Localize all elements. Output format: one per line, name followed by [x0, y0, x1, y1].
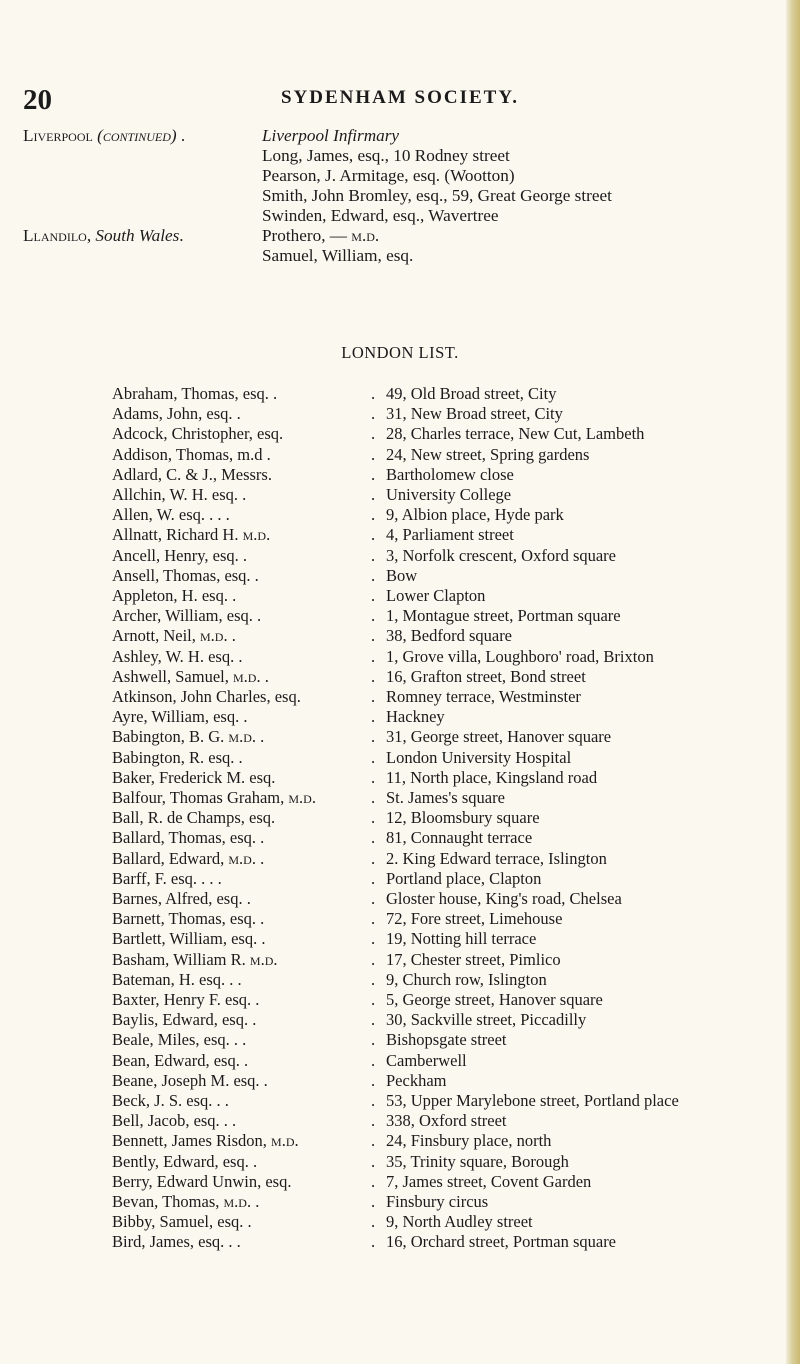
member-address: 24, New street, Spring gardens — [386, 444, 590, 464]
member-name: Balfour, Thomas Graham, m.d. — [112, 788, 316, 807]
member-address: 7, James street, Covent Garden — [386, 1171, 592, 1191]
member-name: Ayre, William, esq. . — [112, 707, 248, 727]
london-entry — [0, 1051, 800, 1071]
member-address: 9, North Audley street — [386, 1212, 533, 1232]
member-address: 12, Bloomsbury square — [386, 808, 540, 828]
member-address: St. James's square — [386, 788, 505, 807]
leader-dot: . — [371, 889, 376, 908]
leader-dot: . — [371, 666, 376, 686]
member-name: Ancell, Henry, esq. . — [112, 545, 248, 565]
member-address: 5, George street, Hanover square — [386, 990, 603, 1009]
liverpool-continued-note: (continued) — [97, 126, 177, 145]
member-address: 1, Montague street, Portman square — [386, 606, 621, 626]
member-address: Hackney — [386, 707, 445, 727]
member-name: Bently, Edward, esq. . — [112, 1151, 258, 1171]
member-name: Berry, Edward Unwin, esq. — [112, 1171, 292, 1191]
london-entry — [0, 849, 800, 869]
member-name: Bevan, Thomas, m.d. . — [112, 1192, 260, 1211]
leader-dot: . — [371, 909, 376, 929]
leader-dot: . — [371, 384, 376, 403]
member-address: 11, North place, Kingsland road — [386, 767, 598, 787]
leader-dot: . — [371, 747, 376, 767]
member-name: Bartlett, William, esq. . — [112, 929, 266, 949]
leader-dot: . — [371, 1070, 376, 1090]
member-address: 17, Chester street, Pimlico — [386, 949, 561, 969]
leader-dot: . — [371, 404, 376, 424]
london-entry — [0, 1212, 800, 1232]
liverpool-entry: Pearson, J. Armitage, esq. (Wootton) — [262, 166, 515, 185]
member-address: Gloster house, King's road, Chelsea — [386, 889, 622, 908]
london-list-title: LONDON LIST. — [341, 343, 459, 362]
member-name: Baxter, Henry F. esq. . — [112, 990, 260, 1009]
leader-dot: . — [371, 1212, 376, 1232]
member-address: 31, George street, Hanover square — [386, 727, 612, 747]
leader-dot: . — [371, 525, 376, 545]
london-entry — [0, 869, 800, 889]
member-name: Atkinson, John Charles, esq. — [112, 687, 301, 706]
leader-dot: . — [371, 687, 376, 706]
member-address: 49, Old Broad street, City — [386, 384, 557, 403]
member-address: 53, Upper Marylebone street, Portland place — [386, 1091, 679, 1110]
member-name: Allnatt, Richard H. m.d. — [112, 525, 271, 545]
member-name: Barff, F. esq. . . . — [112, 868, 222, 888]
london-entry — [0, 1192, 800, 1212]
london-entry — [0, 1091, 800, 1111]
member-name: Beck, J. S. esq. . . — [112, 1091, 229, 1110]
london-entry — [0, 828, 800, 848]
london-entry — [0, 404, 800, 424]
leader-dot: . — [371, 929, 376, 949]
leader-dot: . — [371, 1232, 376, 1252]
member-address: Bishopsgate street — [386, 1030, 507, 1050]
london-entry — [0, 1030, 800, 1050]
leader-dot: . — [371, 808, 376, 828]
member-name: Basham, William R. m.d. — [112, 949, 278, 969]
liverpool-entry: Smith, John Bromley, esq., 59, Great George street — [262, 186, 612, 205]
liverpool-entry: Long, James, esq., 10 Rodney street — [262, 146, 510, 165]
member-address: Portland place, Clapton — [386, 868, 542, 888]
london-entry — [0, 1152, 800, 1172]
member-address: Lower Clapton — [386, 586, 486, 605]
member-name: Allchin, W. H. esq. . — [112, 485, 247, 504]
leader-dot: . — [371, 444, 376, 464]
member-name: Barnett, Thomas, esq. . — [112, 909, 265, 929]
liverpool-entry: Liverpool Infirmary — [262, 126, 400, 145]
member-name: Bibby, Samuel, esq. . — [112, 1212, 252, 1232]
london-entry — [0, 889, 800, 909]
london-entry — [0, 445, 800, 465]
member-name: Adlard, C. & J., Messrs. — [112, 464, 272, 484]
llandilo-label: Llandilo, — [23, 226, 92, 245]
leader-dot: . — [371, 949, 376, 969]
llandilo-region: South Wales — [95, 226, 180, 245]
member-address: 24, Finsbury place, north — [386, 1131, 552, 1151]
leader-dot: . — [371, 646, 376, 666]
london-entry — [0, 768, 800, 788]
member-name: Ballard, Edward, m.d. . — [112, 848, 265, 868]
leader-dot: . — [371, 1171, 376, 1191]
leader-dot: . — [371, 788, 376, 807]
llandilo-entry: Prothero, — m.d. — [262, 226, 380, 245]
member-name: Bean, Edward, esq. . — [112, 1050, 249, 1070]
leader-dot: . — [371, 990, 376, 1009]
leader-dot: . — [371, 586, 376, 605]
london-entry — [0, 424, 800, 444]
leader-dot: . — [371, 1192, 376, 1211]
member-name: Ball, R. de Champs, esq. — [112, 808, 276, 828]
member-name: Babington, R. esq. . — [112, 747, 243, 767]
london-entry — [0, 1111, 800, 1131]
liverpool-entry: Swinden, Edward, esq., Wavertree — [262, 206, 499, 225]
member-name: Allen, W. esq. . . . — [112, 505, 230, 525]
member-name: Ballard, Thomas, esq. . — [112, 828, 265, 848]
london-entry — [0, 950, 800, 970]
member-address: Camberwell — [386, 1050, 467, 1070]
london-entry — [0, 990, 800, 1010]
london-entry — [0, 546, 800, 566]
london-entry — [0, 626, 800, 646]
member-name: Baker, Frederick M. esq. — [112, 767, 276, 787]
london-entry — [0, 485, 800, 505]
member-address: London University Hospital — [386, 747, 572, 767]
member-address: 72, Fore street, Limehouse — [386, 909, 563, 929]
london-entry — [0, 748, 800, 768]
leader-dot: . — [371, 969, 376, 989]
liverpool-leader: . — [180, 126, 186, 145]
member-address: 1, Grove villa, Loughboro' road, Brixton — [386, 646, 654, 666]
member-name: Bennett, James Risdon, m.d. — [112, 1131, 299, 1151]
london-entry — [0, 727, 800, 747]
member-name: Archer, William, esq. . — [112, 606, 262, 626]
llandilo-heading — [23, 226, 184, 246]
member-address: Romney terrace, Westminster — [386, 687, 581, 706]
member-name: Beale, Miles, esq. . . — [112, 1030, 247, 1050]
member-address: 9, Albion place, Hyde park — [386, 505, 564, 525]
llandilo-leader: . — [179, 226, 184, 245]
leader-dot: . — [371, 545, 376, 565]
london-entry — [0, 1172, 800, 1192]
member-name: Adams, John, esq. . — [112, 404, 241, 424]
llandilo-entry: Samuel, William, esq. — [262, 246, 414, 265]
london-entry — [0, 808, 800, 828]
liverpool-heading — [23, 126, 185, 146]
member-name: Abraham, Thomas, esq. . — [112, 384, 278, 403]
london-entry — [0, 929, 800, 949]
leader-dot: . — [371, 565, 376, 585]
london-entry — [0, 384, 800, 404]
page-number: 20 — [23, 84, 52, 116]
london-entry — [0, 909, 800, 929]
london-entry — [0, 566, 800, 586]
member-name: Babington, B. G. m.d. . — [112, 727, 265, 747]
london-entry — [0, 687, 800, 707]
london-entry — [0, 647, 800, 667]
leader-dot: . — [371, 485, 376, 504]
liverpool-label: Liverpool — [23, 126, 93, 145]
leader-dot: . — [371, 767, 376, 787]
member-name: Adcock, Christopher, esq. — [112, 424, 284, 444]
leader-dot: . — [371, 848, 376, 868]
london-entry — [0, 1010, 800, 1030]
member-address: 30, Sackville street, Piccadilly — [386, 1010, 587, 1030]
leader-dot: . — [371, 1111, 376, 1131]
member-address: Bartholomew close — [386, 464, 514, 484]
london-entry — [0, 1071, 800, 1091]
london-entry — [0, 525, 800, 545]
member-address: 16, Grafton street, Bond street — [386, 666, 586, 686]
london-entry — [0, 505, 800, 525]
member-address: University College — [386, 485, 512, 504]
leader-dot: . — [371, 868, 376, 888]
london-entry — [0, 667, 800, 687]
member-name: Addison, Thomas, m.d . — [112, 444, 271, 464]
member-name: Ashwell, Samuel, m.d. . — [112, 666, 269, 686]
member-address: 2. King Edward terrace, Islington — [386, 848, 607, 868]
leader-dot: . — [371, 1091, 376, 1110]
member-name: Ashley, W. H. esq. . — [112, 646, 243, 666]
member-address: 35, Trinity square, Borough — [386, 1151, 569, 1171]
leader-dot: . — [371, 1050, 376, 1070]
member-name: Bateman, H. esq. . . — [112, 969, 242, 989]
member-address: Peckham — [386, 1070, 447, 1090]
member-address: 3, Norfolk crescent, Oxford square — [386, 545, 617, 565]
leader-dot: . — [371, 707, 376, 727]
member-name: Bird, James, esq. . . — [112, 1232, 241, 1252]
leader-dot: . — [371, 505, 376, 525]
member-address: 28, Charles terrace, New Cut, Lambeth — [386, 424, 645, 444]
leader-dot: . — [371, 727, 376, 747]
leader-dot: . — [371, 424, 376, 444]
member-name: Barnes, Alfred, esq. . — [112, 889, 251, 908]
london-entry — [0, 970, 800, 990]
london-entry — [0, 606, 800, 626]
london-entry — [0, 788, 800, 808]
running-title: SYDENHAM SOCIETY. — [280, 87, 520, 108]
london-entry — [0, 465, 800, 485]
member-name: Beane, Joseph M. esq. . — [112, 1070, 268, 1090]
member-address: 9, Church row, Islington — [386, 969, 547, 989]
london-entry — [0, 586, 800, 606]
leader-dot: . — [371, 1151, 376, 1171]
leader-dot: . — [371, 626, 376, 646]
leader-dot: . — [371, 1030, 376, 1050]
member-address: 38, Bedford square — [386, 626, 513, 646]
member-name: Arnott, Neil, m.d. . — [112, 626, 236, 646]
leader-dot: . — [371, 1010, 376, 1030]
member-address: 81, Connaught terrace — [386, 828, 533, 848]
member-address: 19, Notting hill terrace — [386, 929, 537, 949]
london-entry — [0, 707, 800, 727]
member-address: 31, New Broad street, City — [386, 404, 563, 424]
leader-dot: . — [371, 1131, 376, 1151]
leader-dot: . — [371, 828, 376, 848]
member-address: Finsbury circus — [386, 1192, 489, 1211]
london-entry — [0, 1232, 800, 1252]
member-name: Appleton, H. esq. . — [112, 586, 237, 605]
member-name: Ansell, Thomas, esq. . — [112, 565, 259, 585]
leader-dot: . — [371, 464, 376, 484]
leader-dot: . — [371, 606, 376, 626]
member-name: Baylis, Edward, esq. . — [112, 1010, 257, 1030]
member-address: 16, Orchard street, Portman square — [386, 1232, 617, 1252]
member-address: 338, Oxford street — [386, 1111, 507, 1131]
member-address: 4, Parliament street — [386, 525, 514, 545]
london-entry — [0, 1131, 800, 1151]
member-name: Bell, Jacob, esq. . . — [112, 1111, 237, 1131]
member-address: Bow — [386, 565, 418, 585]
